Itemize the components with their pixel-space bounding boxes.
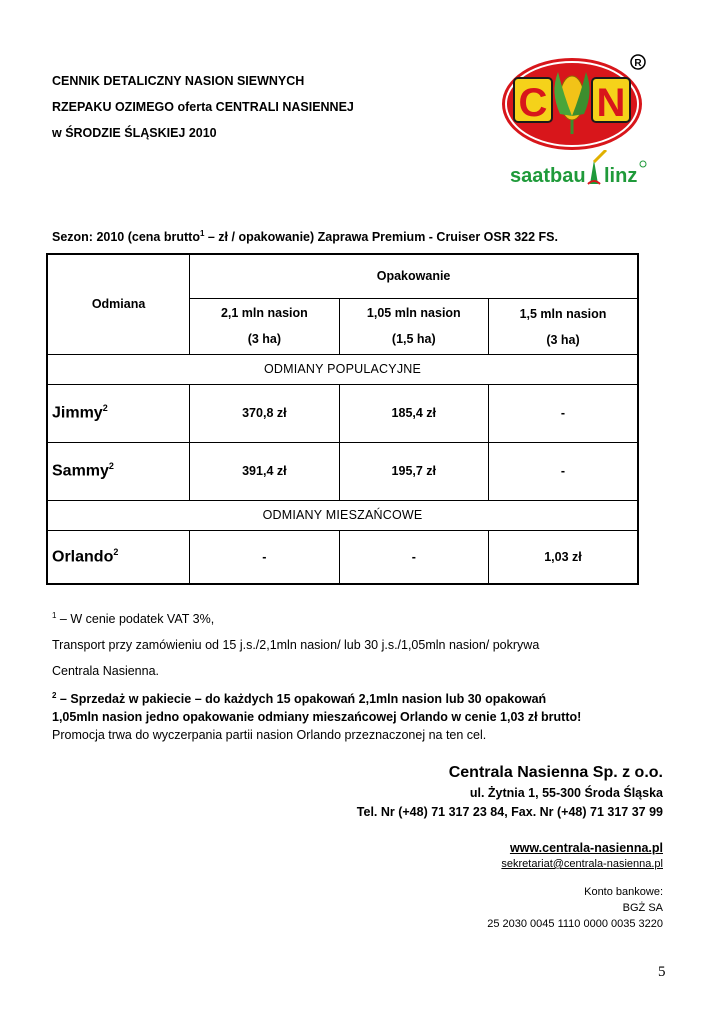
transport-note-line-2: Centrala Nasienna. bbox=[52, 664, 160, 679]
price-cell: - bbox=[339, 530, 488, 584]
price-cell: - bbox=[489, 442, 638, 500]
company-website-link[interactable]: www.centrala-nasienna.pl bbox=[509, 841, 663, 855]
title-line-3: w ŚRODZIE ŚLĄSKIEJ 2010 bbox=[52, 126, 217, 140]
company-phone: Tel. Nr (+48) 71 317 23 84, Fax. Nr (+48) 71 317 37 99 bbox=[356, 805, 663, 819]
price-cell: 185,4 zł bbox=[339, 384, 488, 442]
table-row bbox=[47, 384, 638, 442]
variety-name-jimmy: Jimmy$^2$ bbox=[47, 384, 190, 442]
price-cell: 370,8 zł bbox=[190, 384, 339, 442]
saatbau-linz-logo bbox=[508, 150, 648, 192]
section-label-population: ODMIANY POPULACYJNE bbox=[47, 354, 638, 384]
title-line-2: RZEPAKU OZIMEGO oferta CENTRALI NASIENNEJ bbox=[52, 100, 354, 114]
title-line-1: CENNIK DETALICZNY NASION SIEWNYCH bbox=[52, 74, 305, 88]
price-cell: 195,7 zł bbox=[339, 442, 488, 500]
svg-text:linz: linz bbox=[604, 165, 638, 187]
svg-text:C: C bbox=[518, 81, 548, 125]
document-title bbox=[52, 68, 354, 146]
header-variety: Odmiana bbox=[47, 254, 190, 354]
package-1-area: (3 ha) bbox=[247, 332, 282, 346]
price-cell: - bbox=[190, 530, 339, 584]
company-email-link[interactable]: sekretariat@centrala-nasienna.pl bbox=[501, 858, 663, 870]
centrala-nasienna-logo bbox=[500, 52, 650, 152]
company-name: Centrala Nasienna Sp. z o.o. bbox=[448, 764, 663, 781]
company-address: ul. Żytnia 1, 55-300 Środa Śląska bbox=[469, 786, 663, 800]
bank-account: 25 2030 0045 1110 0000 0035 3220 bbox=[487, 918, 663, 930]
variety-name-orlando: Orlando$^2$ bbox=[47, 530, 190, 584]
promotion-note: Promocja trwa do wyczerpania partii nasion Orlando przeznaczonej na ten cel. bbox=[52, 728, 487, 743]
price-cell: 391,4 zł bbox=[190, 442, 339, 500]
svg-text:N: N bbox=[596, 81, 626, 125]
season-prefix: Sezon: 2010 (cena brutto bbox=[52, 230, 200, 245]
header-packaging: Opakowanie bbox=[190, 254, 638, 298]
season-footnote-ref: 1 bbox=[199, 229, 205, 238]
footnote-2-line-1: $^2$ – Sprzedaż w pakiecie – do każdych 15 opakowań 2,1mln nasion lub 30 opakowań bbox=[52, 691, 547, 707]
season-line bbox=[52, 229, 558, 244]
footnote-1: $^1$ – W cenie podatek VAT 3%, bbox=[52, 611, 215, 627]
bank-label: Konto bankowe: bbox=[584, 886, 663, 898]
package-3 bbox=[489, 298, 638, 354]
company-contact bbox=[357, 762, 663, 932]
package-3-area: (3 ha) bbox=[546, 332, 580, 347]
variety-name-sammy: Sammy$^2$ bbox=[47, 442, 190, 500]
table-row bbox=[47, 530, 638, 584]
table-header-row bbox=[47, 254, 638, 298]
price-cell: - bbox=[489, 384, 638, 442]
package-3-size: 1,5 mln nasion bbox=[519, 306, 607, 321]
footnotes bbox=[52, 604, 692, 744]
table-row bbox=[47, 442, 638, 500]
bank-name: BGŻ SA bbox=[622, 902, 663, 914]
transport-note-line-1: Transport przy zamówieniu od 15 j.s./2,1mln nasion/ lub 30 j.s./1,05mln nasion/ pokrywa bbox=[52, 638, 540, 653]
price-table bbox=[46, 253, 639, 585]
package-1-size: 2,1 mln nasion bbox=[220, 306, 308, 320]
section-row-population bbox=[47, 354, 638, 384]
package-1 bbox=[190, 298, 339, 354]
section-row-hybrid bbox=[47, 500, 638, 530]
svg-text:R: R bbox=[634, 58, 642, 69]
package-2-area: (1,5 ha) bbox=[391, 332, 436, 346]
svg-text:saatbau: saatbau bbox=[510, 165, 586, 187]
package-2 bbox=[339, 298, 488, 354]
price-cell: 1,03 zł bbox=[489, 530, 638, 584]
season-suffix: – zł / opakowanie) Zaprawa Premium - Cruiser OSR 322 FS. bbox=[204, 230, 558, 245]
package-2-size: 1,05 mln nasion bbox=[366, 306, 461, 320]
footnote-2-line-2: 1,05mln nasion jedno opakowanie odmiany mieszańcowej Orlando w cenie 1,03 zł brutto! bbox=[52, 710, 582, 725]
section-label-hybrid: ODMIANY MIESZAŃCOWE bbox=[47, 500, 638, 530]
page-number: 5 bbox=[658, 964, 666, 980]
